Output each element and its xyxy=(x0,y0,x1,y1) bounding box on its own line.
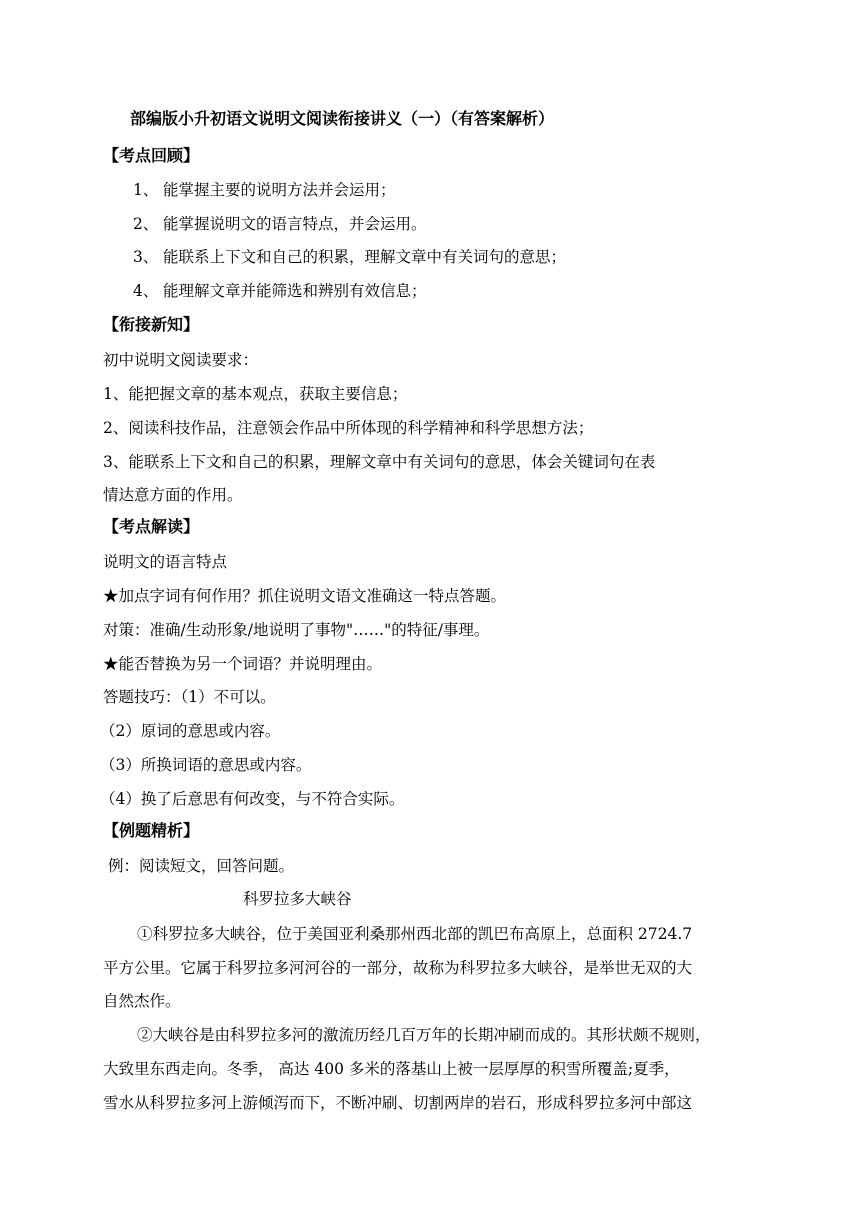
paragraph: 3、能联系上下文和自己的积累，理解文章中有关词句的意思，体会关键词句在表 xyxy=(103,453,656,471)
list-number: 3、 xyxy=(133,248,159,266)
list-item xyxy=(133,281,427,301)
paragraph: 初中说明文阅读要求： xyxy=(103,351,259,369)
paragraph: ★能否替换为另一个词语？并说明理由。 xyxy=(103,655,383,673)
paragraph: 2、阅读科技作品，注意领会作品中所体现的科学精神和科学思想方法； xyxy=(103,419,594,437)
article-line: 自然杰作。 xyxy=(103,992,181,1010)
paragraph: 情达意方面的作用。 xyxy=(103,486,243,504)
paragraph: 说明文的语言特点 xyxy=(103,553,228,571)
article-line: 大致里东西走向。冬季， 高达 400 多米的落基山上被一层厚厚的积雪所覆盖;夏季， xyxy=(103,1060,680,1078)
paragraph: 例：阅读短文，回答问题。 xyxy=(108,857,295,875)
list-item xyxy=(133,247,566,267)
paragraph: （4）换了后意思有何改变，与不符合实际。 xyxy=(100,790,405,808)
section-heading-review: 【考点回顾】 xyxy=(103,146,200,165)
section-heading-example: 【例题精析】 xyxy=(103,821,200,840)
list-text: 能联系上下文和自己的积累，理解文章中有关词句的意思； xyxy=(163,248,567,266)
article-title: 科罗拉多大峡谷 xyxy=(243,890,352,908)
list-item xyxy=(133,214,427,234)
section-heading-new-knowledge: 【衔接新知】 xyxy=(103,315,200,334)
paragraph: 1、能把握文章的基本观点，获取主要信息； xyxy=(103,385,408,403)
list-item xyxy=(133,180,396,200)
paragraph: （3）所换词语的意思或内容。 xyxy=(100,756,312,774)
article-line: ①科罗拉多大峡谷，位于美国亚利桑那州西北部的凯巴布高原上，总面积 2724.7 xyxy=(137,925,693,943)
list-number: 2、 xyxy=(133,215,159,233)
list-text: 能理解文章并能筛选和辨别有效信息； xyxy=(163,282,427,300)
article-line: 平方公里。它属于科罗拉多河河谷的一部分，故称为科罗拉多大峡谷，是举世无双的大 xyxy=(103,959,693,977)
paragraph: ★加点字词有何作用？抓住说明文语文准确这一特点答题。 xyxy=(103,587,507,605)
document-title: 部编版小升初语文说明文阅读衔接讲义（一）（有答案解析） xyxy=(130,109,555,128)
article-line: ②大峡谷是由科罗拉多河的激流历经几百万年的长期冲刷而成的。其形状颇不规则， xyxy=(137,1026,711,1044)
list-number: 1、 xyxy=(133,181,159,199)
list-number: 4、 xyxy=(133,282,159,300)
article-line: 雪水从科罗拉多河上游倾泻而下，不断冲刷、切割两岸的岩石，形成科罗拉多河中部这 xyxy=(103,1094,693,1112)
paragraph: 对策：准确/生动形象/地说明了事物"……"的特征/事理。 xyxy=(103,621,490,639)
list-text: 能掌握说明文的语言特点，并会运用。 xyxy=(163,215,427,233)
list-text: 能掌握主要的说明方法并会运用； xyxy=(163,181,396,199)
paragraph: 答题技巧：（1）不可以。 xyxy=(103,688,276,706)
section-heading-analysis: 【考点解读】 xyxy=(103,517,200,536)
paragraph: （2）原词的意思或内容。 xyxy=(100,722,281,740)
